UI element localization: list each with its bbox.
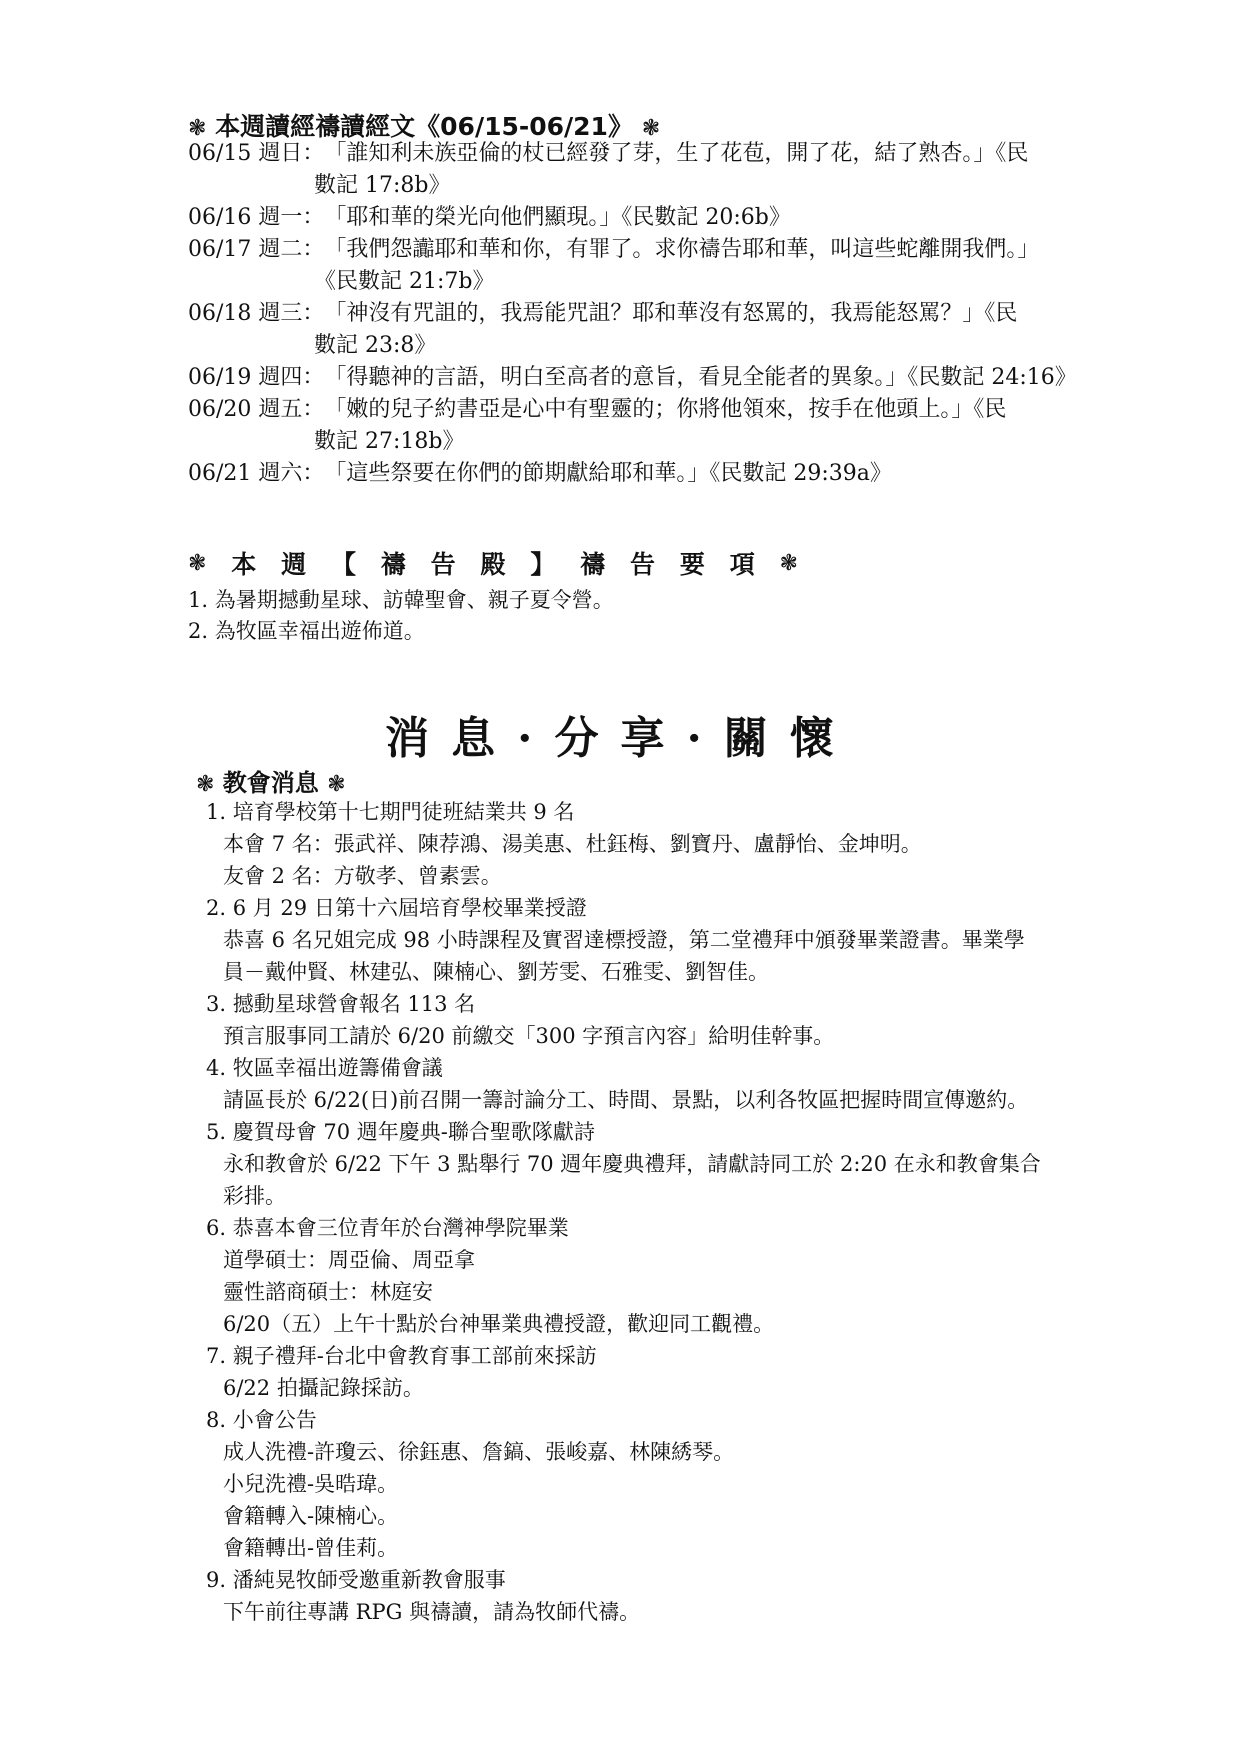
news-section-title: 教會消息	[222, 769, 319, 797]
prayer-item: 2. 為牧區幸福出遊佈道。	[188, 619, 425, 643]
news-item-line: 員－戴仲賢、林建弘、陳楠心、劉芳雯、石雅雯、劉智佳。	[223, 960, 769, 984]
prayer-heading-char: 要	[679, 550, 705, 579]
news-item-line: 小兒洗禮-吳晧瑋。	[223, 1472, 399, 1496]
flower-icon: ❃	[779, 550, 798, 576]
news-item	[206, 1404, 1106, 1564]
reading-text: 「耶和華的榮光向他們顯現。」《民數記 20:6b》	[324, 205, 791, 230]
news-item-line: 道學碩士：周亞倫、周亞拿	[223, 1248, 475, 1272]
news-item-line: 下午前往專講 RPG 與禱讀，請為牧師代禱。	[223, 1600, 641, 1624]
news-item-line: 靈性諮商碩士：林庭安	[223, 1280, 433, 1304]
reading-entry	[188, 138, 1088, 202]
news-item-title: 8. 小會公告	[206, 1408, 317, 1432]
news-item-line: 6/20（五）上午十點於台神畢業典禮授證，歡迎同工觀禮。	[223, 1312, 775, 1336]
prayer-heading-char: 告	[630, 550, 656, 579]
reading-text-continued: 《民數記 21:7b》	[314, 269, 495, 294]
reading-line	[188, 394, 1088, 426]
prayer-list	[188, 585, 614, 647]
news-item-line: 恭喜 6 名兄姐完成 98 小時課程及實習達標授證，第二堂禮拜中頒發畢業證書。畢業學	[223, 928, 1025, 952]
news-section-heading	[196, 763, 346, 798]
news-item-title: 6. 恭喜本會三位青年於台灣神學院畢業	[206, 1216, 569, 1240]
news-item-title: 9. 潘純晃牧師受邀重新教會服事	[206, 1568, 506, 1592]
news-item-line: 成人洗禮-許瓊云、徐鈺惠、詹鎬、張峻嘉、林陳綉琴。	[223, 1440, 735, 1464]
reading-date: 06/16 週一：	[188, 205, 325, 230]
reading-section-title: 本週讀經禱讀經文《06/15-06/21》	[215, 112, 633, 141]
prayer-heading-char: 週	[281, 550, 307, 579]
reading-entry	[188, 202, 1088, 234]
prayer-heading-char: 禱	[380, 550, 406, 579]
prayer-heading-char: 禱	[580, 550, 606, 579]
news-item-title: 2. 6 月 29 日第十六屆培育學校畢業授證	[206, 896, 587, 920]
reading-date: 06/17 週二：	[188, 237, 325, 262]
prayer-heading-char: 【	[330, 550, 356, 579]
reading-date: 06/20 週五：	[188, 397, 325, 422]
news-item-title: 4. 牧區幸福出遊籌備會議	[206, 1056, 443, 1080]
news-item-title: 7. 親子禮拜-台北中會教育事工部前來採訪	[206, 1344, 597, 1368]
reading-entry	[188, 234, 1088, 298]
news-item-line: 預言服事同工請於 6/20 前繳交「300 字預言內容」給明佳幹事。	[223, 1024, 835, 1048]
news-item-title: 5. 慶賀母會 70 週年慶典-聯合聖歌隊獻詩	[206, 1120, 595, 1144]
main-title: 消息·分享·關懷	[385, 713, 856, 764]
reading-entry	[188, 394, 1088, 458]
prayer-heading-char: 殿	[480, 550, 506, 579]
news-item-line: 友會 2 名：方敬孝、曾素雲。	[223, 864, 502, 888]
reading-entry	[188, 458, 1088, 490]
news-item-line: 請區長於 6/22(日)前召開一籌討論分工、時間、景點，以利各牧區把握時間宣傳邀約。	[223, 1088, 1029, 1112]
reading-text-continued: 數記 17:8b》	[314, 173, 451, 198]
news-item-line: 彩排。	[223, 1184, 286, 1208]
prayer-heading-char: 項	[729, 550, 755, 579]
reading-line	[188, 234, 1088, 266]
news-item-line: 6/22 拍攝記錄採訪。	[223, 1376, 424, 1400]
reading-line	[188, 202, 1088, 234]
news-item	[206, 1116, 1106, 1212]
reading-date: 06/18 週三：	[188, 301, 325, 326]
news-item-line: 會籍轉出-曾佳莉。	[223, 1536, 399, 1560]
reading-text: 「這些祭要在你們的節期獻給耶和華。」《民數記 29:39a》	[324, 461, 892, 486]
reading-text: 「神沒有咒詛的，我焉能咒詛？耶和華沒有怒罵的，我焉能怒罵？」《民	[324, 301, 1018, 326]
reading-line	[188, 458, 1088, 490]
prayer-heading-char: 】	[530, 550, 556, 579]
flower-icon: ❃	[188, 550, 207, 576]
news-item	[206, 1212, 1106, 1340]
reading-line	[188, 298, 1088, 330]
reading-text: 「得聽神的言語，明白至高者的意旨，看見全能者的異象。」《民數記 24:16》	[324, 365, 1077, 390]
news-item	[206, 1340, 1106, 1404]
news-item	[206, 1052, 1106, 1116]
reading-date: 06/21 週六：	[188, 461, 325, 486]
prayer-heading-char: 告	[430, 550, 456, 579]
prayer-heading-char: 本	[231, 550, 257, 579]
reading-date: 06/19 週四：	[188, 365, 325, 390]
news-item-line: 永和教會於 6/22 下午 3 點舉行 70 週年慶典禮拜，請獻詩同工於 2:20 在永和教會集合	[223, 1152, 1041, 1176]
reading-text-continued: 數記 23:8》	[314, 333, 437, 358]
news-item-title: 1. 培育學校第十七期門徒班結業共 9 名	[206, 800, 575, 824]
flower-icon: ❃	[196, 772, 215, 797]
flower-icon: ❃	[188, 116, 207, 141]
reading-date: 06/15 週日：	[188, 141, 325, 166]
news-item-line: 會籍轉入-陳楠心。	[223, 1504, 399, 1528]
reading-text: 「誰知利未族亞倫的杖已經發了芽，生了花苞，開了花，結了熟杏。」《民	[324, 141, 1029, 166]
flower-icon: ❃	[327, 772, 346, 797]
reading-text-continued: 數記 27:18b》	[314, 429, 465, 454]
news-item	[206, 988, 1106, 1052]
news-item-title: 3. 撼動星球營會報名 113 名	[206, 992, 476, 1016]
reading-text: 「嫩的兒子約書亞是心中有聖靈的；你將他領來，按手在他頭上。」《民	[324, 397, 1007, 422]
reading-text: 「我們怨讟耶和華和你，有罪了。求你禱告耶和華，叫這些蛇離開我們。」	[324, 237, 1040, 262]
reading-entry	[188, 298, 1088, 362]
reading-line	[188, 138, 1088, 170]
news-list	[206, 796, 1106, 1628]
prayer-section-heading	[188, 545, 798, 581]
news-item	[206, 892, 1106, 988]
news-item	[206, 1564, 1106, 1628]
flower-icon: ❃	[641, 116, 661, 141]
prayer-item: 1. 為暑期撼動星球、訪韓聖會、親子夏令營。	[188, 588, 614, 612]
news-item-line: 本會 7 名：張武祥、陳荐鴻、湯美惠、杜鈺梅、劉寶丹、盧靜怡、金坤明。	[223, 832, 922, 856]
reading-entry	[188, 362, 1088, 394]
news-item	[206, 796, 1106, 892]
reading-line	[188, 362, 1088, 394]
